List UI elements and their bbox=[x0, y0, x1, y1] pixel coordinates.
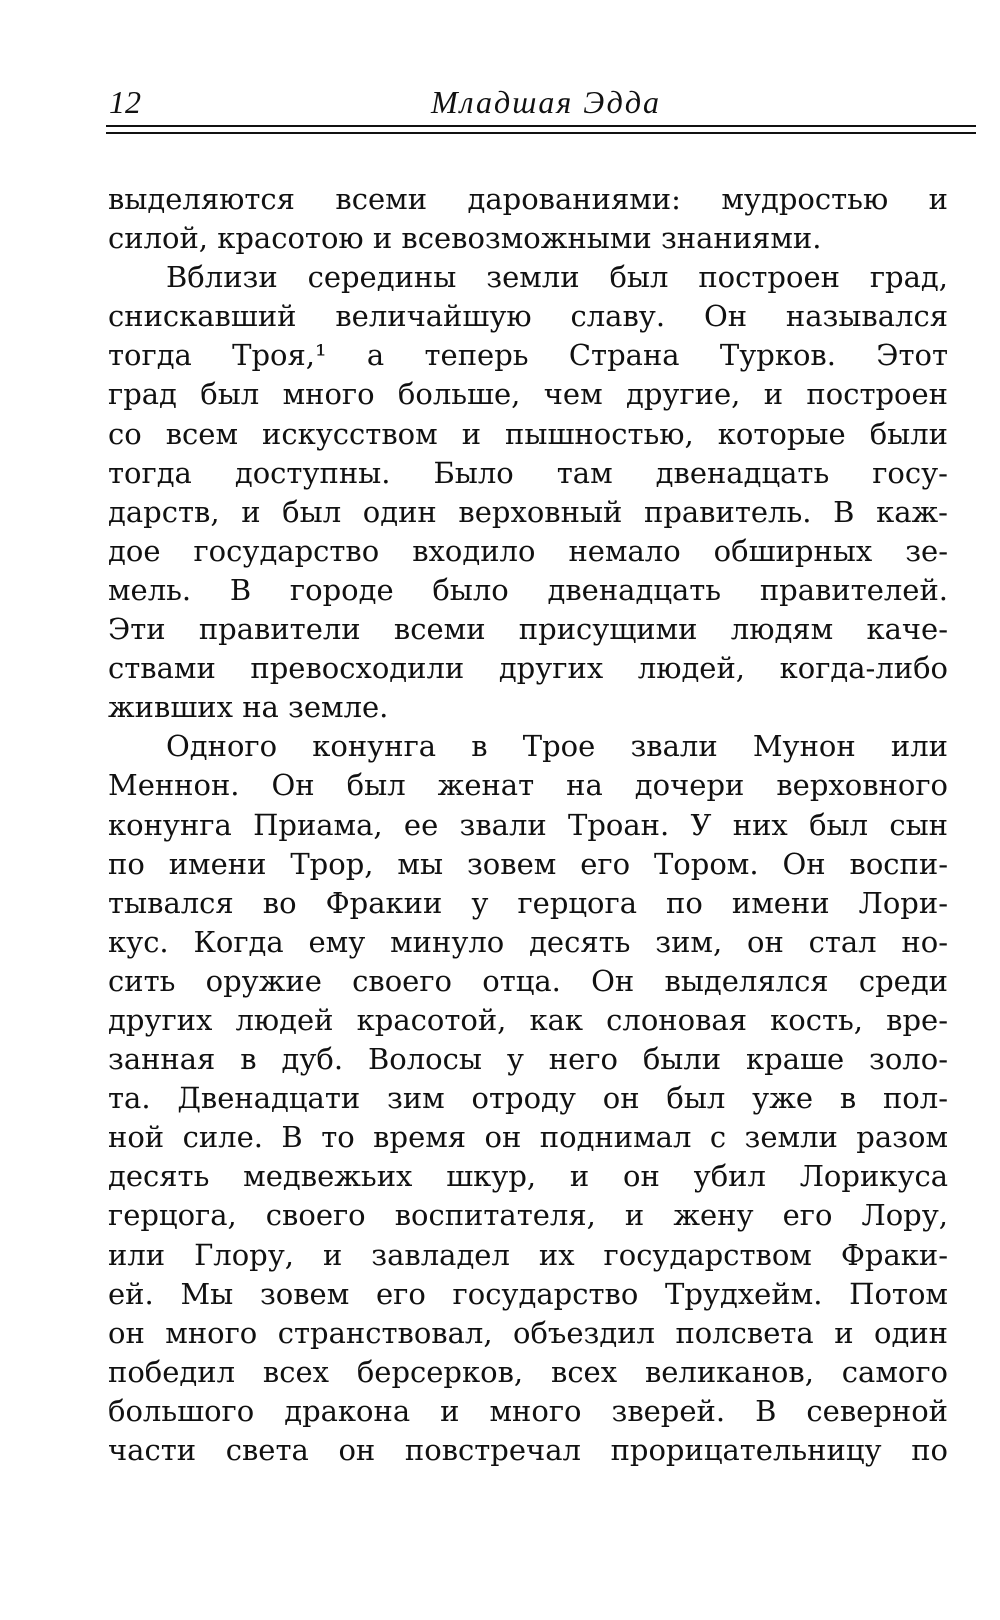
page-number: 12 bbox=[109, 84, 141, 120]
text-line: сить оружие своего отца. Он выделялся среди bbox=[108, 963, 948, 998]
text-line: тогда доступны. Было там двенадцать госу- bbox=[108, 455, 948, 490]
text-line: силой, красотою и всевозможными знаниями. bbox=[108, 221, 822, 256]
text-line: других людей красотой, как слоновая кость, вре- bbox=[108, 1002, 948, 1037]
text-line: большого дракона и много зверей. В северной bbox=[108, 1393, 948, 1428]
text-line: он много странствовал, объездил полсвета и один bbox=[108, 1315, 948, 1350]
text-line: снискавший величайшую славу. Он назывался bbox=[108, 299, 948, 334]
header-rule-bottom bbox=[106, 132, 976, 134]
text-line: тывался во Фракии у герцога по имени Лори- bbox=[108, 885, 948, 920]
text-line: град был много больше, чем другие, и построен bbox=[108, 377, 948, 412]
header-rule-top bbox=[106, 125, 976, 127]
paragraph bbox=[108, 258, 948, 727]
text-line: Меннон. Он был женат на дочери верховного bbox=[108, 768, 948, 803]
text-line: дарств, и был один верховный правитель. В каж- bbox=[108, 494, 948, 529]
running-header bbox=[109, 82, 970, 122]
text-line: ствами превосходили других людей, когда-либо bbox=[108, 651, 948, 686]
text-line: ей. Мы зовем его государство Трудхейм. Потом bbox=[108, 1276, 948, 1311]
paragraph bbox=[108, 727, 948, 1470]
text-line: дое государство входило немало обширных зе- bbox=[108, 533, 948, 568]
text-line: выделяются всеми дарованиями: мудростью и bbox=[108, 182, 948, 216]
text-line: Вблизи середины земли был построен град, bbox=[166, 260, 948, 295]
text-line: ной силе. В то время он поднимал с земли разом bbox=[108, 1120, 948, 1155]
running-title: Младшая Эдда bbox=[431, 84, 661, 120]
text-line: мель. В городе было двенадцать правителей. bbox=[108, 572, 948, 607]
text-line: герцога, своего воспитателя, и жену его Лору, bbox=[108, 1198, 948, 1233]
body-text bbox=[108, 180, 948, 1470]
text-line: победил всех берсерков, всех великанов, самого bbox=[108, 1354, 948, 1389]
paragraph bbox=[108, 180, 948, 258]
text-line: та. Двенадцати зим отроду он был уже в пол- bbox=[108, 1081, 948, 1116]
text-line: тогда Троя,¹ а теперь Страна Турков. Этот bbox=[108, 338, 948, 373]
text-line: конунга Приама, ее звали Троан. У них был сын bbox=[108, 807, 948, 842]
text-line: Эти правители всеми присущими людям каче- bbox=[108, 612, 948, 647]
text-line: живших на земле. bbox=[108, 690, 389, 725]
text-line: со всем искусством и пышностью, которые были bbox=[108, 416, 948, 451]
text-line: или Глору, и завладел их государством Фраки- bbox=[108, 1237, 948, 1272]
text-line: кус. Когда ему минуло десять зим, он стал но- bbox=[108, 924, 948, 959]
text-line: занная в дуб. Волосы у него были краше золо- bbox=[108, 1042, 948, 1077]
text-line: части света он повстречал прорицательницу по bbox=[108, 1433, 948, 1467]
text-line: Одного конунга в Трое звали Мунон или bbox=[166, 729, 948, 764]
text-line: десять медвежьих шкур, и он убил Лорикуса bbox=[108, 1159, 948, 1194]
text-line: по имени Трор, мы зовем его Тором. Он воспи- bbox=[108, 846, 948, 881]
